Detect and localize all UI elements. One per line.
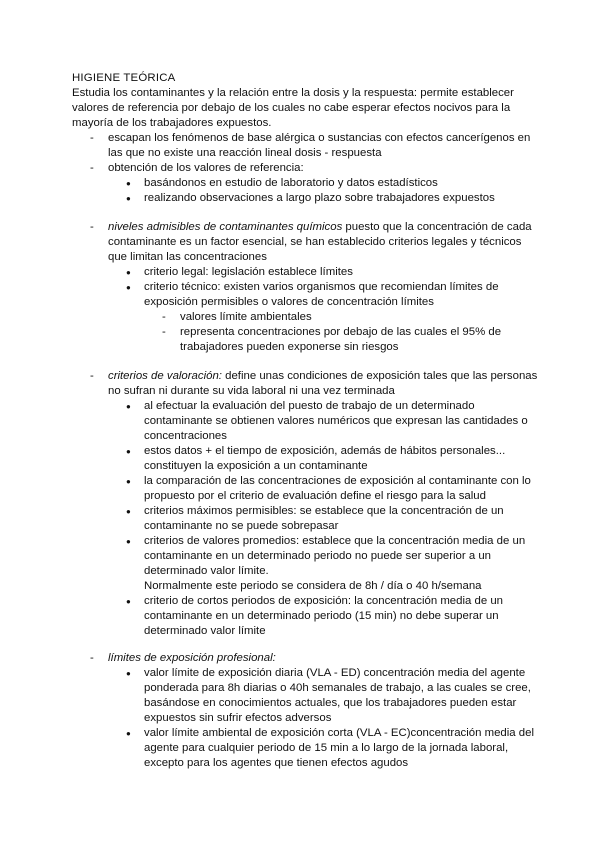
intro-line-2: valores de referencia por debajo de los cuales no cabe esperar efectos nocivos para la [72, 102, 511, 114]
s2-term: niveles admisibles de contaminantes químicos [108, 221, 343, 233]
s3-i3-line-1: la comparación de las concentraciones de exposición al contaminante con lo [144, 475, 531, 487]
s2-c2-line-2: exposición permisibles o valores de concentración límites [144, 296, 434, 308]
s1-b: obtención de los valores de referencia: [108, 162, 304, 174]
s3-i3-line-2: propuesto por el criterio de evaluación define el riesgo para la salud [144, 490, 486, 502]
s4-term: límites de exposición profesional: [108, 652, 276, 664]
s4-term-line [108, 651, 276, 666]
s4-i1-line-4: expuestos sin sufrir efectos adversos [144, 712, 332, 724]
s1-b2: realizando observaciones a largo plazo sobre trabajadores expuestos [144, 192, 495, 204]
s3-i5-line-3: determinado valor límite. [144, 565, 269, 577]
s3-i6-line-3: determinado valor límite [144, 625, 266, 637]
s2-line-2: contaminante es un factor esencial, se han establecido criterios legales y técnicos [108, 236, 522, 248]
dash-bullet: - [90, 221, 94, 233]
s4-i2-line-3: excepto para los agentes que tienen efectos agudos [144, 757, 409, 769]
s3-i2-line-2: constituyen la exposición a un contaminante [144, 460, 368, 472]
bullet-dot: ● [126, 507, 131, 516]
s3-line-1-rest: define unas condiciones de exposición tales que las personas [221, 370, 538, 382]
bullet-dot: ● [126, 447, 131, 456]
s3-i1-line-3: concentraciones [144, 430, 227, 442]
bullet-dot: ● [126, 597, 131, 606]
s3-line-2: no sufran ni durante su vida laboral ni una vez terminada [108, 385, 395, 397]
bullet-dot: ● [126, 477, 131, 486]
dash-bullet: - [90, 162, 94, 174]
s2-line-1 [108, 220, 532, 235]
s3-i4-line-1: criterios máximos permisibles: se establece que la concentración de un [144, 505, 504, 517]
bullet-dot: ● [126, 179, 131, 188]
s4-i1-line-3: basándose en conocimientos actuales, que los trabajadores pueden estar [144, 697, 517, 709]
s1-b1: basándonos en estudio de laboratorio y datos estadísticos [144, 177, 438, 189]
bullet-dot: ● [126, 283, 131, 292]
s2-line-1-rest: puesto que la concentración de cada [342, 221, 532, 233]
s2-d1: valores límite ambientales [180, 311, 312, 323]
s4-i2-line-2: agente para cualquier periodo de 15 min a lo largo de la jornada laboral, [144, 742, 509, 754]
bullet-dot: ● [126, 537, 131, 546]
s3-i5-line-1: criterios de valores promedios: establece que la concentración media de un [144, 535, 526, 547]
s4-i1-line-2: ponderada para 8h diarias o 40h semanales de trabajo, a las cuales se cree, [144, 682, 531, 694]
bullet-dot: ● [126, 669, 131, 678]
s3-i6-line-1: criterio de cortos periodos de exposición: la concentración media de un [144, 595, 504, 607]
s1-a-line-2: las que no existe una reacción lineal dosis - respuesta [108, 147, 382, 159]
s3-term: criterios de valoración: [108, 370, 222, 382]
s3-i2-line-1: estos datos + el tiempo de exposición, además de hábitos personales... [144, 445, 506, 457]
dash-bullet: - [162, 311, 166, 323]
intro-line-1: Estudia los contaminantes y la relación entre la dosis y la respuesta: permite establecer [72, 87, 514, 99]
s2-line-3: que limitan las concentraciones [108, 251, 267, 263]
s2-d2-line-2: trabajadores pueden exponerse sin riesgos [180, 341, 399, 353]
dash-bullet: - [90, 652, 94, 664]
s3-i1-line-2: contaminante se obtienen valores numéricos que expresan las cantidades o [144, 415, 528, 427]
s2-c1: criterio legal: legislación establece límites [144, 266, 353, 278]
s3-i1-line-1: al efectuar la evaluación del puesto de trabajo de un determinado [144, 400, 475, 412]
bullet-dot: ● [126, 194, 131, 203]
s2-d2-line-1: representa concentraciones por debajo de las cuales el 95% de [180, 326, 502, 338]
s2-c2-line-1: criterio técnico: existen varios organismos que recomiendan límites de [144, 281, 499, 293]
intro-line-3: mayoría de los trabajadores expuestos. [72, 117, 272, 129]
s3-i6-line-2: contaminante en un determinado periodo (15 min) no debe superar un [144, 610, 499, 622]
document-title: HIGIENE TEÓRICA [72, 72, 176, 84]
dash-bullet: - [90, 370, 94, 382]
bullet-dot: ● [126, 402, 131, 411]
s3-line-1 [108, 369, 537, 384]
s3-i4-line-2: contaminante no se puede sobrepasar [144, 520, 339, 532]
s4-i2-line-1: valor límite ambiental de exposición corta (VLA - EC)concentración media del [144, 727, 535, 739]
dash-bullet: - [90, 132, 94, 144]
s4-i1-line-1: valor límite de exposición diaria (VLA - ED) concentración media del agente [144, 667, 526, 679]
dash-bullet: - [162, 326, 166, 338]
s3-i5-line-4: Normalmente este periodo se considera de 8h / día o 40 h/semana [144, 580, 482, 592]
bullet-dot: ● [126, 268, 131, 277]
s3-i5-line-2: contaminante en un determinado periodo no puede ser superior a un [144, 550, 492, 562]
s1-a-line-1: escapan los fenómenos de base alérgica o sustancias con efectos cancerígenos en [108, 132, 531, 144]
bullet-dot: ● [126, 729, 131, 738]
